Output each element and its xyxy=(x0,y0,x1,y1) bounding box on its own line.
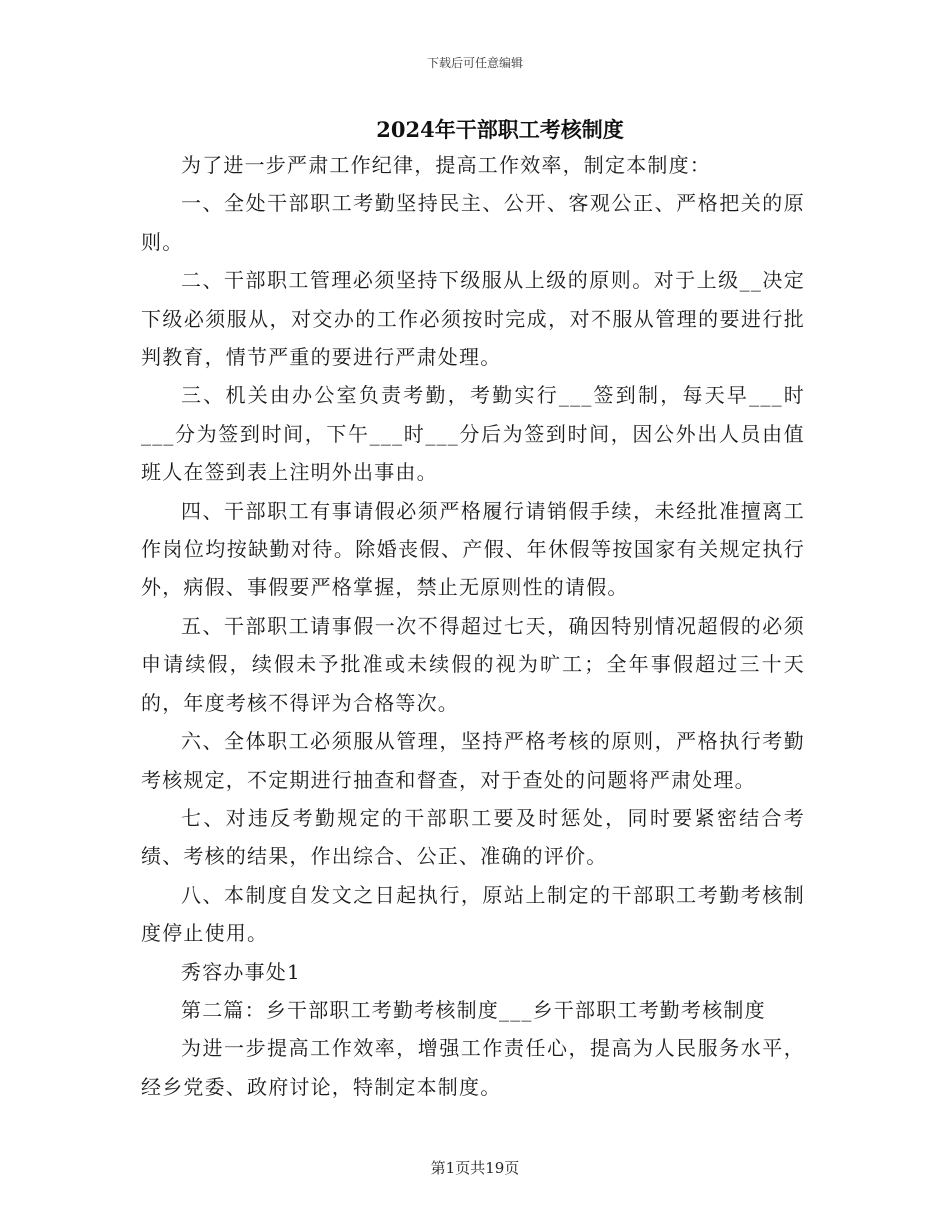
header-note: 下载后可任意编辑 xyxy=(426,56,523,70)
paragraph-item-3: 三、机关由办公室负责考勤，考勤实行___签到制，每天早___时___分为签到时间，下午___时___分后为签到时间，因公外出人员由值班人在签到表上注明外出事由。 xyxy=(141,383,805,485)
paragraph-intro: 为了进一步严肃工作纪律，提高工作效率，制定本制度： xyxy=(181,153,711,177)
paragraph-item-7: 七、对违反考勤规定的干部职工要及时惩处，同时要紧密结合考绩、考核的结果，作出综合、公正、准确的评价。 xyxy=(141,805,805,869)
paragraph-item-5: 五、干部职工请事假一次不得超过七天，确因特别情况超假的必须申请续假，续假未予批准或未续假的视为旷工；全年事假超过三十天的，年度考核不得评为合格等次。 xyxy=(141,613,805,715)
paragraph-item-6: 六、全体职工必须服从管理，坚持严格考核的原则，严格执行考勤考核规定，不定期进行抽查和督查，对于查处的问题将严肃处理。 xyxy=(141,729,805,792)
section-heading: 第二篇：乡干部职工考勤考核制度___乡干部职工考勤考核制度 xyxy=(181,997,766,1022)
document-body xyxy=(141,146,805,1106)
paragraph-item-8: 八、本制度自发文之日起执行，原站上制定的干部职工考勤考核制度停止使用。 xyxy=(141,882,805,946)
document-title: 2024年干部职工考核制度 xyxy=(376,117,624,142)
paragraph-item-2: 二、干部职工管理必须坚持下级服从上级的原则。对于上级__决定下级必须服从，对交办的工作必须按时完成，对不服从管理的要进行批判教育，情节严重的要进行严肃处理。 xyxy=(141,268,805,370)
paragraph-section2-intro: 为进一步提高工作效率，增强工作责任心，提高为人民服务水平，经乡党委、政府讨论，特制定本制度。 xyxy=(141,1036,805,1099)
issuer-line: 秀容办事处1 xyxy=(181,959,301,984)
page-footer: 第1页共19页 xyxy=(430,1159,520,1177)
paragraph-item-1: 一、全处干部职工考勤坚持民主、公开、客观公正、严格把关的原则。 xyxy=(141,191,805,254)
paragraph-item-4: 四、干部职工有事请假必须严格履行请销假手续，未经批准擅离工作岗位均按缺勤对待。除婚丧假、产假、年休假等按国家有关规定执行外，病假、事假要严格掌握，禁止无原则性的请假。 xyxy=(141,498,805,600)
